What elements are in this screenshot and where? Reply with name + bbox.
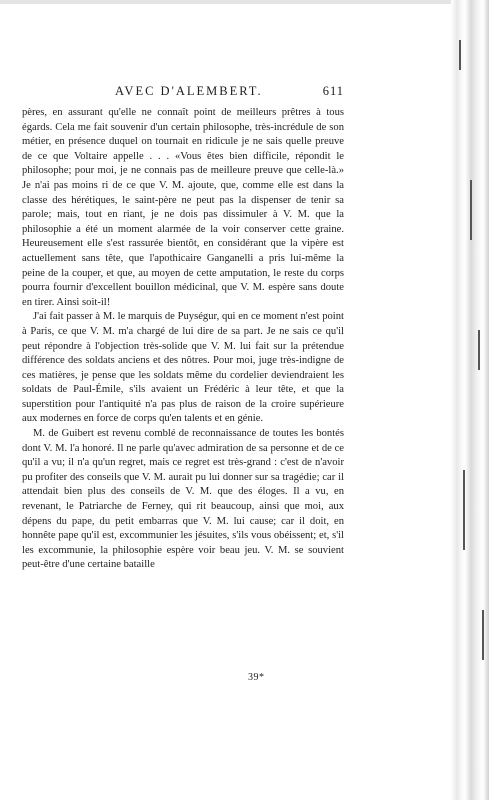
running-title: AVEC D'ALEMBERT.: [115, 84, 263, 98]
scan-speck: [459, 40, 461, 70]
scan-speck: [470, 180, 472, 240]
scan-page-edge: [451, 0, 489, 800]
book-page: [22, 84, 344, 573]
scan-speck: [478, 330, 480, 370]
signature-mark: 39*: [248, 672, 265, 683]
paragraph: pères, en assurant qu'elle ne connaît point de meilleurs prêtres à tous égards. Cela me fait souvenir d'un certain philosophe, très-incrédule de son métier, en présence duquel on tournait en ridicule je ne sais quelle preuve de ce que Voltaire appelle . . . «Vous êtes bien difficile, répondit le philosophe; pour moi, je ne connais pas de meilleure preuve que celle-là.» Je n'ai pas moins ri de ce que V. M. ajoute, que, comme elle est dans la classe des hérétiques, le saint-père ne peut pas la dispenser de tenir sa parole; mais, tout en riant, je ne dois pas dissimuler à V. M. que la philosophie a été un moment alarmée de la voir conserver cette graine. Heureusement elle s'est rassurée bientôt, en considérant que la vipère est actuellement sans tête, que l'apothicaire Ganganelli a pris lui-même la peine de la couper, et que, au moyen de cette amputation, le reste du corps pourra fournir d'excellent bouillon médicinal, que V. M. espère sans doute en tirer. Ainsi soit-il!: [22, 107, 344, 308]
scan-speck: [482, 610, 484, 660]
paragraph: J'ai fait passer à M. le marquis de Puységur, qui en ce moment n'est point à Paris, ce que V. M. m'a chargé de lui dire de sa part. Je ne sais ce qu'il peut répondre à l'objection très-solide que V. M. lui fait sur la prétendue différence des soldats anciens et des nôtres. Pour moi, juge très-indigne de ces matières, je pense que les soldats même du cordelier deviendraient les soldats de Paul-Émile, s'ils avaient un Frédéric à leur tête, et que la superstition pour l'antiquité n'a pas plus de raison de la croire supérieure aux modernes en force de corps qu'en talents et en génie.: [22, 311, 344, 425]
page-body: [22, 106, 344, 573]
page-header: [22, 84, 344, 106]
paragraph: M. de Guibert est revenu comblé de reconnaissance de toutes les bontés dont V. M. l'a honoré. Il ne parle qu'avec admiration de sa personne et de ce qu'il a vu; il n'a qu'un regret, mais ce regret est très-grand : c'est de n'avoir pu profiter des conseils que V. M. aurait pu lui donner sur sa tragédie; car il attendait bien plus des conseils de V. M. que des éloges. Il a vu, en revenant, le Patriarche de Ferney, qui rit beaucoup, ainsi que moi, aux dépens du pape, du petit embarras que V. M. lui cause; car il doit, en honnête pape qu'il est, excommunier les jésuites, s'ils vous obéissent; et, s'il les excommunie, la philosophie espère voir beau jeu. V. M. se souvient peut-être d'une certaine bataille: [22, 428, 344, 571]
scan-speck: [463, 470, 465, 550]
page-number: 611: [322, 84, 344, 98]
scan-top-rule: [0, 0, 489, 4]
